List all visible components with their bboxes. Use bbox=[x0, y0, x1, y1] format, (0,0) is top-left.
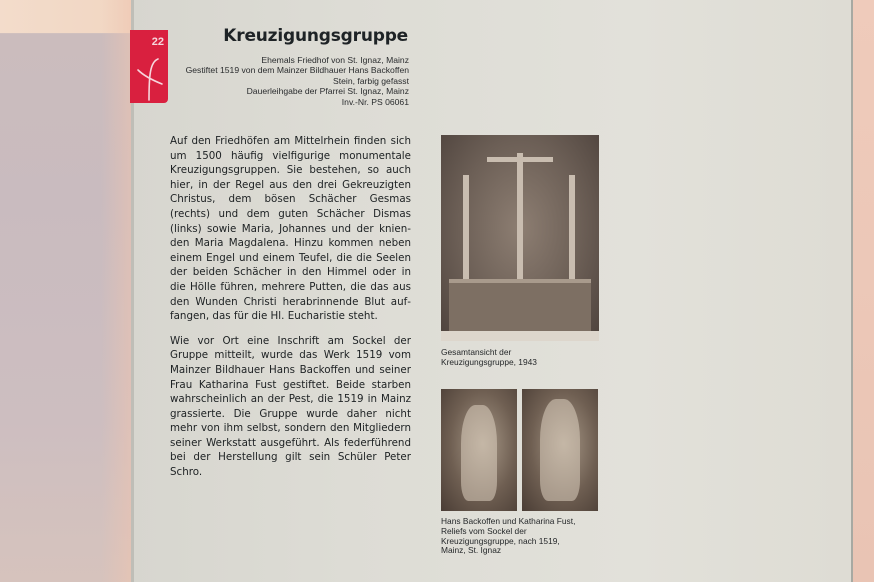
object-metadata bbox=[186, 55, 409, 107]
meta-donation: Gestiftet 1519 von dem Mainzer Bildhauer Hans Backoffen bbox=[185, 65, 409, 76]
kneeling-figure bbox=[461, 405, 497, 501]
paragraph-2: Wie vor Ort eine Inschrift am Sockel der Gruppe mitteilt, wurde das Werk 1519 vom Mainzer Bildhauer Hans Backoffen und seiner Frau Katharina Fust gestiftet. Beide starben wahrscheinlich an der Pest, die 1519 in Mainz grassierte. Die Gruppe wurde daher nicht mehr von ihm selbst, sondern den Mitgliedern seiner Werkstatt ausgeführt. Als federführend bei der Herstellung gilt sein Schüler Peter Schro. bbox=[170, 334, 411, 479]
floor bbox=[441, 331, 599, 341]
meta-inventory-number: Inv.-Nr. PS 06061 bbox=[341, 96, 409, 107]
body-text bbox=[170, 134, 411, 490]
paragraph-1: Auf den Friedhöfen am Mittelrhein finden sich um 1500 häufig vielfigurige monumentale Kreuzigungsgruppen. Sie bestehen, so auch hier, in der Regel aus den drei Gekreuzigten Christus, dem bösen Schächer Gesmas (rechts) und dem guten Schächer Dismas (links) sowie Maria, Johannes und der knienden Maria Magdalena. Hinzu kommen neben einem Engel und einem Teufel, die die Seelen der beiden Schächer in den Himmel oder in die Hölle führen, mehrere Putten, die das aus den Wunden Christi herabrinnende Blut auffangen, das für die Hl. Eucharistie steht. bbox=[170, 135, 411, 323]
wall-right bbox=[853, 0, 874, 582]
meta-material: Stein, farbig gefasst bbox=[333, 75, 409, 86]
right-cross bbox=[569, 175, 575, 279]
meta-loan: Dauerleihgabe der Pfarrei St. Ignaz, Mainz bbox=[246, 86, 409, 97]
relief-katharina-fust bbox=[522, 389, 598, 511]
center-cross bbox=[517, 153, 523, 281]
section-badge bbox=[130, 30, 168, 103]
wall-left bbox=[0, 0, 131, 582]
sunlight-band bbox=[0, 0, 131, 33]
cross-logo-icon bbox=[136, 56, 164, 102]
panel-title: Kreuzigungsgruppe bbox=[223, 26, 408, 46]
cross-beam bbox=[487, 157, 553, 162]
left-cross bbox=[463, 175, 469, 279]
relief-hans-backoffen bbox=[441, 389, 517, 511]
crucifixion-group-photo bbox=[441, 135, 599, 341]
section-number: 22 bbox=[151, 36, 164, 48]
kneeling-figure bbox=[540, 399, 580, 501]
main-photo-caption: Gesamtansicht der Kreuzigungsgruppe, 1943 bbox=[441, 347, 537, 367]
relief-caption: Hans Backoffen und Katharina Fust, Reliefs vom Sockel der Kreuzigungsgruppe, nach 1519, Mainz, St. Ignaz bbox=[441, 516, 576, 556]
meta-provenance: Ehemals Friedhof von St. Ignaz, Mainz bbox=[261, 55, 409, 65]
altar-base bbox=[449, 279, 591, 335]
